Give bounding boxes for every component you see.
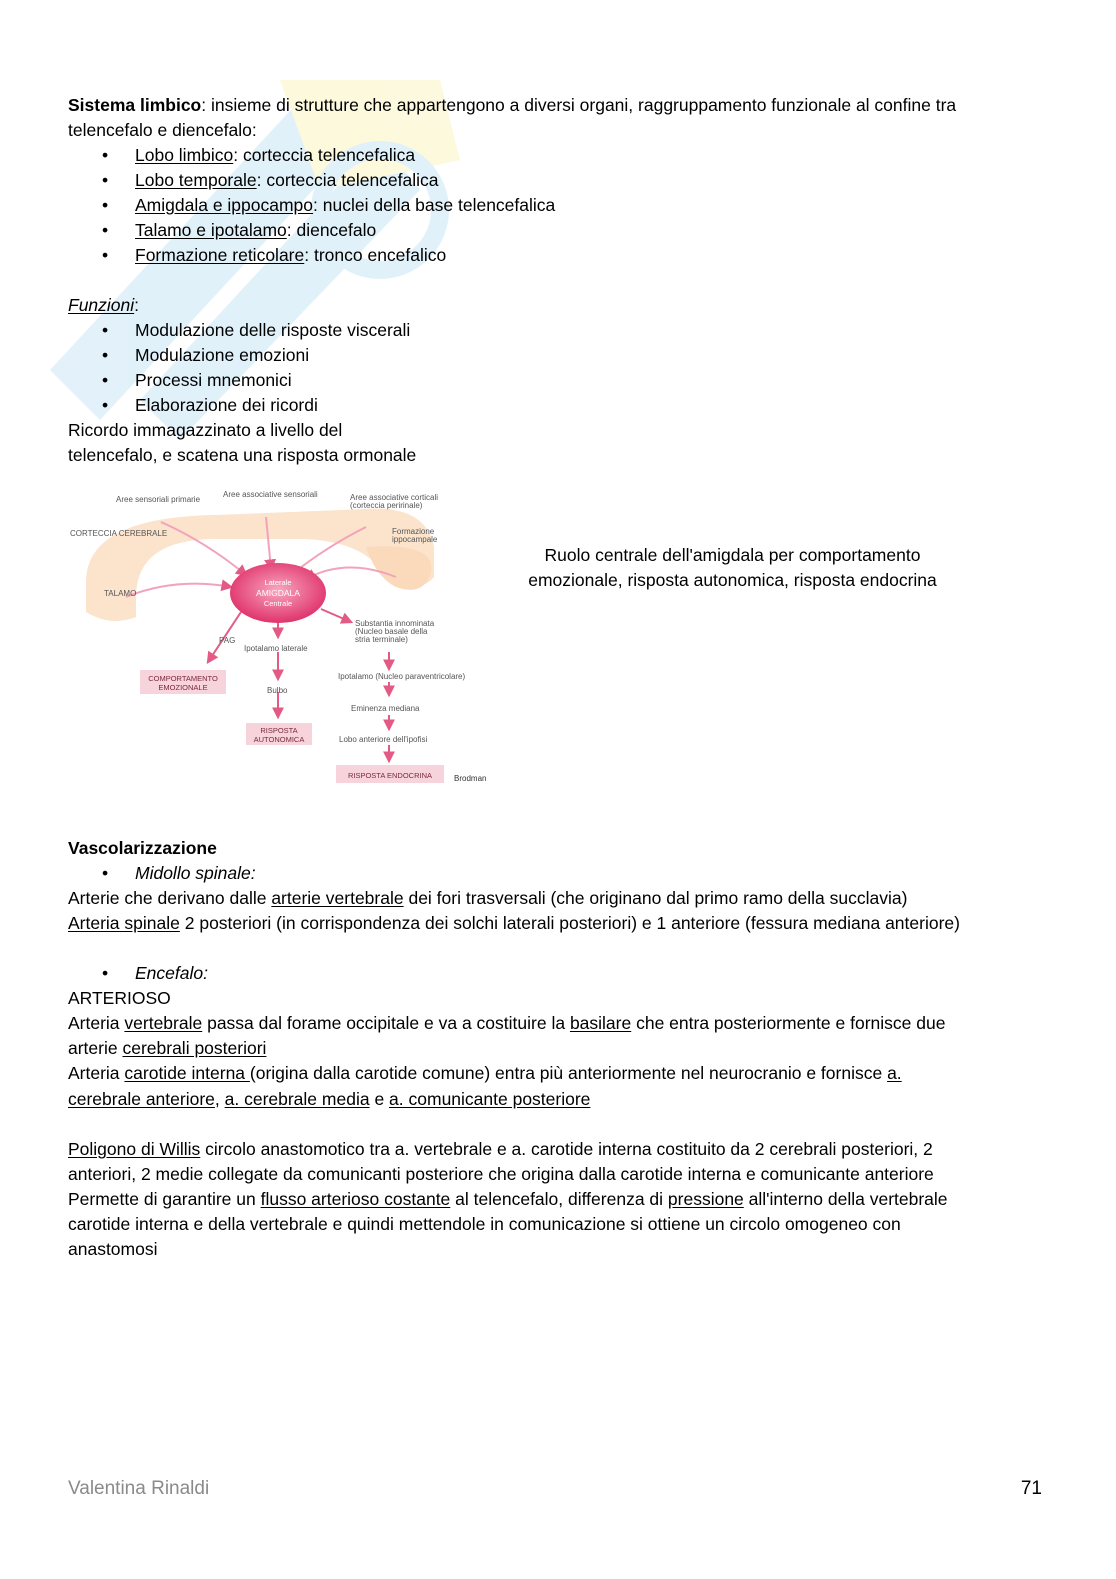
label-aree-associative-corticali-1: Aree associative corticali xyxy=(350,493,439,502)
label-formazione-1: Formazione xyxy=(392,527,435,536)
limbic-intro-text: : insieme di strutture che appartengono a diversi organi, raggruppamento funzionale al confine tra xyxy=(201,95,957,115)
vasc-line11: anastomosi xyxy=(68,1239,158,1259)
bullet-dot: • xyxy=(102,145,109,165)
funzioni-item: Modulazione delle risposte viscerali xyxy=(135,320,411,340)
amygdala-diagram xyxy=(66,487,498,787)
bullet-dot: • xyxy=(102,320,109,340)
label-risposta-autonomica-2: AUTONOMICA xyxy=(253,735,305,744)
bullet-dot: • xyxy=(102,170,109,190)
vasc-arterioso: ARTERIOSO xyxy=(68,988,171,1008)
bullet-dot: • xyxy=(102,220,109,240)
label-aree-associative-sensoriali: Aree associative sensoriali xyxy=(223,490,318,499)
label-comportamento-1: COMPORTAMENTO xyxy=(148,674,218,683)
vasc-line6: cerebrale anteriore, a. cerebrale media e a. comunicante posteriore xyxy=(68,1089,591,1109)
label-aree-sensoriali-primarie: Aree sensoriali primarie xyxy=(116,495,201,504)
label-bulbo: Bulbo xyxy=(267,686,288,695)
list-item-lobo-limbico: Lobo limbico: corteccia telencefalica xyxy=(135,145,416,165)
label-substantia-3: stria terminale) xyxy=(355,635,408,644)
list-item-talamo: Talamo e ipotalamo: diencefalo xyxy=(135,220,377,240)
vasc-line10: carotide interna e della vertebrale e quindi mettendole in comunicazione si ottiene un circolo omogeneo con xyxy=(68,1214,901,1234)
bullet-dot: • xyxy=(102,395,109,415)
footer-author: Valentina Rinaldi xyxy=(68,1478,210,1499)
funzioni-item: Processi mnemonici xyxy=(135,370,292,390)
label-risposta-endocrina: RISPOSTA ENDOCRINA xyxy=(347,771,433,780)
label-amigdala-laterale: Laterale xyxy=(264,578,292,587)
list-item-formazione: Formazione reticolare: tronco encefalico xyxy=(135,245,447,265)
label-formazione-2: ippocampale xyxy=(392,535,438,544)
list-item-lobo-temporale: Lobo temporale: corteccia telencefalica xyxy=(135,170,439,190)
hippocampal-formation xyxy=(366,546,431,590)
vasc-line3: Arteria vertebrale passa dal forame occipitale e va a costituire la basilare che entra posteriormente e fornisce due xyxy=(68,1013,946,1033)
vasc-line7: Poligono di Willis circolo anastomotico tra a. vertebrale e a. carotide interna costituito da 2 cerebrali posteriori, 2 xyxy=(68,1139,933,1159)
label-ipotalamo-laterale: Ipotalamo laterale xyxy=(244,644,308,653)
limbic-intro-line1 xyxy=(68,93,956,118)
vasc-line5: Arteria carotide interna (origina dalla carotide comune) entra più anteriormente nel neurocranio e fornisce a. xyxy=(68,1063,902,1083)
label-amigdala: AMIGDALA xyxy=(256,588,300,598)
caption-line2: emozionale, risposta autonomica, risposta endocrina xyxy=(528,570,937,590)
vasc-title: Vascolarizzazione xyxy=(68,838,217,858)
funzioni-item: Modulazione emozioni xyxy=(135,345,310,365)
vasc-midollo: Midollo spinale: xyxy=(135,863,256,883)
funzioni-note-line2: telencefalo, e scatena una risposta ormonale xyxy=(68,445,417,465)
label-ipotalamo-pv: Ipotalamo (Nucleo paraventricolare) xyxy=(338,672,466,681)
label-eminenza: Eminenza mediana xyxy=(351,704,420,713)
funzioni-note-line1: Ricordo immagazzinato a livello del xyxy=(68,420,343,440)
funzioni-item: Elaborazione dei ricordi xyxy=(135,395,318,415)
vasc-line2: Arteria spinale 2 posteriori (in corrispondenza dei solchi laterali posteriori) e 1 anteriore (fessura mediana anteriore) xyxy=(68,913,960,933)
bullet-dot: • xyxy=(102,345,109,365)
funzioni-heading: Funzioni: xyxy=(68,295,140,315)
label-corteccia-cerebrale: CORTECCIA CEREBRALE xyxy=(70,529,168,538)
bullet-dot: • xyxy=(102,963,109,983)
label-substantia-2: (Nucleo basale della xyxy=(355,627,428,636)
list-item-amigdala: Amigdala e ippocampo: nuclei della base telencefalica xyxy=(135,195,556,215)
page-number: 71 xyxy=(1020,1478,1042,1499)
label-pag: PAG xyxy=(219,636,236,645)
bullet-dot: • xyxy=(102,370,109,390)
label-lobo-anteriore: Lobo anteriore dell'ipofisi xyxy=(339,735,428,744)
label-comportamento-2: EMOZIONALE xyxy=(158,683,208,692)
vasc-line8: anteriori, 2 medie collegate da comunicanti posteriore che origina dalla carotide interna e comunicante anteriore xyxy=(68,1164,934,1184)
label-talamo: TALAMO xyxy=(104,589,137,598)
label-amigdala-centrale: Centrale xyxy=(263,599,293,608)
limbic-title: Sistema limbico xyxy=(68,95,202,115)
figure-caption xyxy=(505,543,960,593)
limbic-intro-line2: telencefalo e diencefalo: xyxy=(68,120,257,140)
vasc-line9: Permette di garantire un flusso arterioso costante al telencefalo, differenza di pressione all'interno della vertebrale xyxy=(68,1189,948,1209)
bullet-dot: • xyxy=(102,863,109,883)
bullet-dot: • xyxy=(102,195,109,215)
label-aree-associative-corticali-2: (corteccia peririnale) xyxy=(350,501,423,510)
vasc-line1: Arterie che derivano dalle arterie vertebrale dei fori trasversali (che originano dal primo ramo della succlavia) xyxy=(68,888,908,908)
vasc-encefalo: Encefalo: xyxy=(135,963,208,983)
vasc-line4: arterie cerebrali posteriori xyxy=(68,1038,267,1058)
bullet-dot: • xyxy=(102,245,109,265)
label-brodman: Brodman xyxy=(454,774,487,783)
caption-line1: Ruolo centrale dell'amigdala per comportamento xyxy=(544,545,921,565)
label-substantia-1: Substantia innominata xyxy=(355,619,435,628)
label-risposta-autonomica-1: RISPOSTA xyxy=(260,726,298,735)
